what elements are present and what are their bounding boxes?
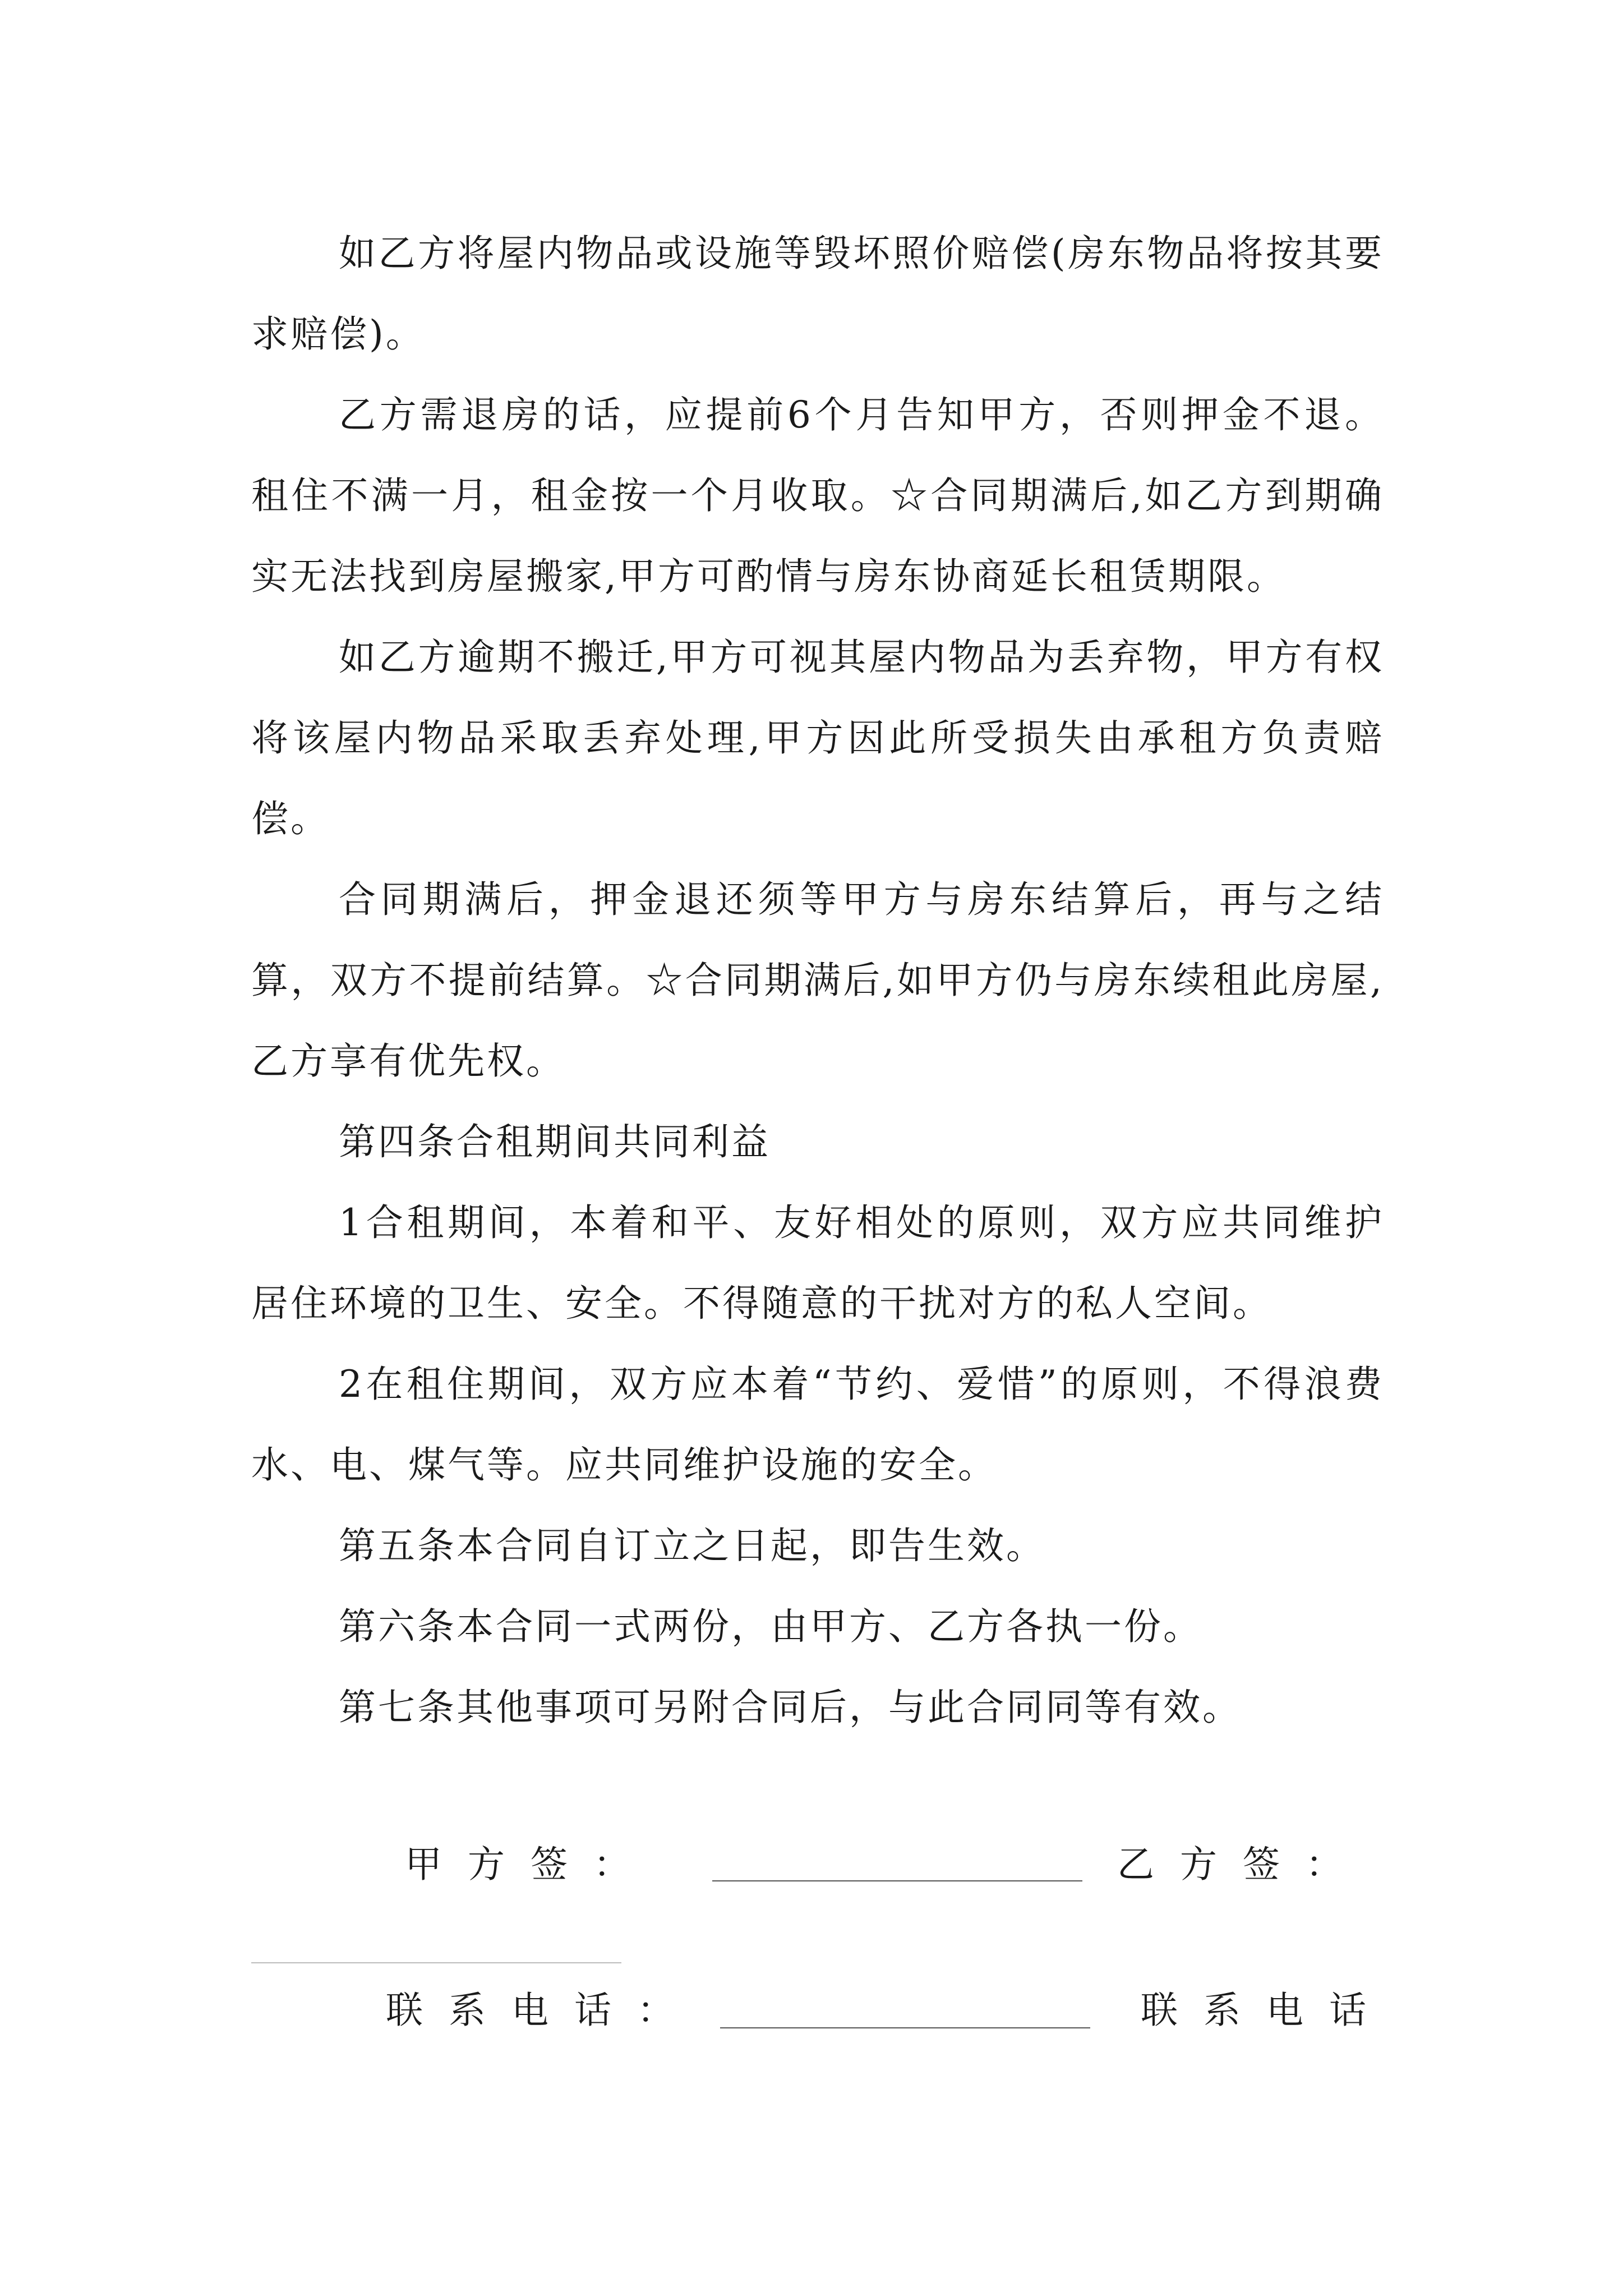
paragraph-conservation	[251, 1344, 1384, 1506]
paragraph-text: 2在租住期间，双方应本着“节约、爱惜”的原则，不得浪费水、电、煤气等。应共同维护设施的安全。	[251, 1363, 1384, 1487]
paragraph-text: 1合租期间，本着和平、友好相处的原则，双方应共同维护居住环境的卫生、安全。不得随意的干扰对方的私人空间。	[251, 1201, 1384, 1325]
paragraph-text: 第七条其他事项可另附合同后，与此合同同等有效。	[339, 1686, 1242, 1729]
paragraph-text: 第六条本合同一式两份，由甲方、乙方各执一份。	[339, 1605, 1202, 1648]
party-b-signature-line	[251, 1962, 621, 1963]
paragraph-text: 如乙方逾期不搬迁,甲方可视其屋内物品为丢弃物，甲方有权将该屋内物品采取丢弃处理,甲方因此所受损失由承租方负责赔偿。	[251, 636, 1384, 840]
document-body	[251, 213, 1384, 1748]
paragraph-text: 第五条本合同自订立之日起，即告生效。	[339, 1524, 1045, 1567]
party-b-signature-label: 乙方签：	[1117, 1843, 1368, 1886]
paragraph-overdue-removal	[251, 617, 1384, 859]
paragraph-move-out-notice	[251, 375, 1384, 617]
party-a-phone-label: 联系电话：	[386, 1989, 700, 2032]
paragraph-text: 乙方需退房的话，应提前6个月告知甲方，否则押金不退。租住不满一月，租金按一个月收取。☆合同期满后,如乙方到期确实无法找到房屋搬家,甲方可酌情与房东协商延长租赁期限。	[251, 393, 1384, 598]
party-b-phone-label: 联系电话	[1141, 1989, 1392, 2032]
paragraph-deposit-settlement	[251, 859, 1384, 1102]
paragraph-text: 合同期满后，押金退还须等甲方与房东结算后，再与之结算，双方不提前结算。☆合同期满后,如甲方仍与房东续租此房屋,乙方享有优先权。	[251, 878, 1384, 1083]
article-4-heading	[251, 1102, 1384, 1182]
article-7	[251, 1667, 1384, 1748]
paragraph-text: 第四条合租期间共同利益	[339, 1120, 771, 1163]
paragraph-text: 如乙方将屋内物品或设施等毁坏照价赔偿(房东物品将按其要求赔偿)。	[251, 232, 1384, 356]
paragraph-damage-compensation	[251, 213, 1384, 375]
article-6	[251, 1586, 1384, 1667]
party-a-signature-line	[712, 1880, 1082, 1881]
article-5	[251, 1506, 1384, 1586]
signature-row-phones	[251, 1980, 1392, 2047]
party-a-phone-line	[720, 2027, 1090, 2028]
signature-row-parties	[251, 1834, 1384, 1902]
party-a-signature-label: 甲方签：	[405, 1843, 656, 1886]
paragraph-shared-environment	[251, 1182, 1384, 1344]
